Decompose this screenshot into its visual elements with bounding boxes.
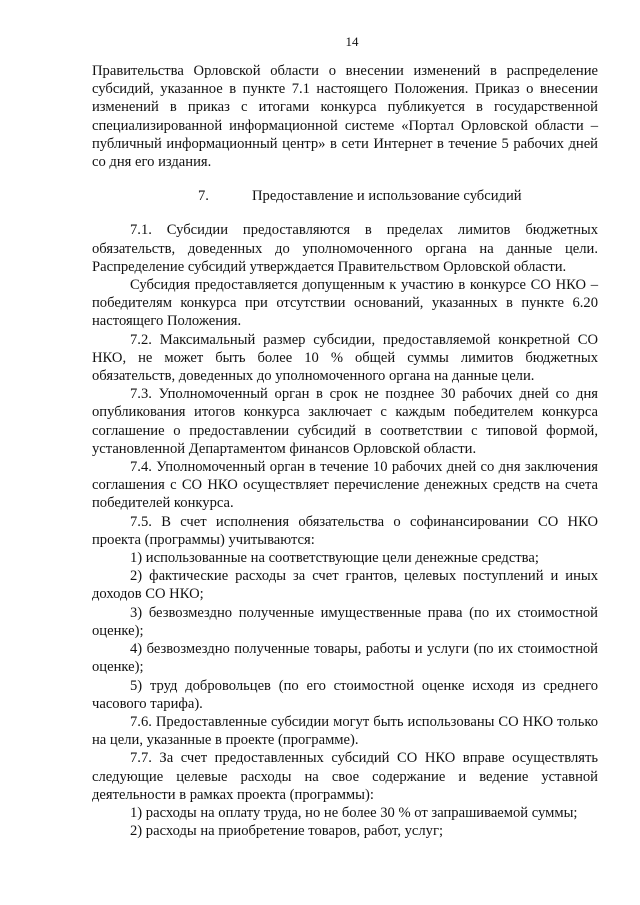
paragraph-7-3: 7.3. Уполномоченный орган в срок не позднее 30 рабочих дней со дня опубликования итогов конкурса заключает с каждым победителем конкурса соглашение о предоставлении субсидий в соответствии с типовой формой, установленной Департаментом финансов Орловской области.: [92, 386, 598, 457]
paragraph-7-6: 7.6. Предоставленные субсидии могут быть использованы СО НКО только на цели, указанные в проекте (программе).: [92, 713, 598, 749]
list-item-7-5-3: 3) безвозмездно полученные имущественные права (по их стоимостной оценке);: [92, 604, 598, 639]
page-number: 14: [345, 34, 359, 49]
section-title: Предоставление и использование субсидий: [252, 188, 522, 205]
paragraph-subsidy-recipients: Субсидия предоставляется допущенным к участию в конкурсе СО НКО – победителям конкурса при отсутствии оснований, указанных в пункте 6.20 настоящего Положения.: [92, 277, 598, 330]
list-item-7-5-2: 2) фактические расходы за счет грантов, целевых поступлений и иных доходов СО НКО;: [92, 568, 598, 603]
intro-paragraph: Правительства Орловской области о внесении изменений в распределение субсидий, указанное в пункте 7.1 настоящего Положения. Приказ о внесении изменений в приказ с итогами конкурса публикуется в государственной специализированной информационной системе «Портал Орловской области – публичный информационный центр» в сети Интернет в течение 5 рабочих дней со дня его издания.: [92, 63, 598, 171]
list-item-7-5-5: 5) труд добровольцев (по его стоимостной оценке исходя из среднего часового тарифа).: [92, 677, 598, 712]
paragraph-7-1: 7.1. Субсидии предоставляются в пределах лимитов бюджетных обязательств, доведенных до уполномоченного органа на данные цели. Распределение субсидий утверждается Правительством Орловской области.: [92, 222, 598, 275]
paragraph-7-4: 7.4. Уполномоченный орган в течение 10 рабочих дней со дня заключения соглашения с СО НКО осуществляет перечисление денежных средств на счета победителей конкурса.: [92, 459, 598, 512]
paragraph-7-5: 7.5. В счет исполнения обязательства о софинансировании СО НКО проекта (программы) учитываются:: [92, 513, 598, 548]
paragraph-7-2: 7.2. Максимальный размер субсидии, предоставляемой конкретной СО НКО, не может быть более 10 % общей суммы лимитов бюджетных обязательств, доведенных до уполномоченного органа на данные цели.: [92, 331, 598, 385]
list-item-7-5-1: 1) использованные на соответствующие цели денежные средства;: [130, 550, 539, 567]
list-item-7-7-1: 1) расходы на оплату труда, но не более 30 % от запрашиваемой суммы;: [130, 804, 578, 821]
section-number: 7.: [198, 188, 209, 205]
list-item-7-5-4: 4) безвозмездно полученные товары, работы и услуги (по их стоимостной оценке);: [92, 641, 598, 676]
section-heading: [92, 187, 598, 205]
paragraph-7-7: 7.7. За счет предоставленных субсидий СО НКО вправе осуществлять следующие целевые расходы на свое содержание и ведение уставной деятельности в рамках проекта (программы):: [92, 750, 598, 803]
list-item-7-7-2: 2) расходы на приобретение товаров, работ, услуг;: [130, 823, 444, 840]
